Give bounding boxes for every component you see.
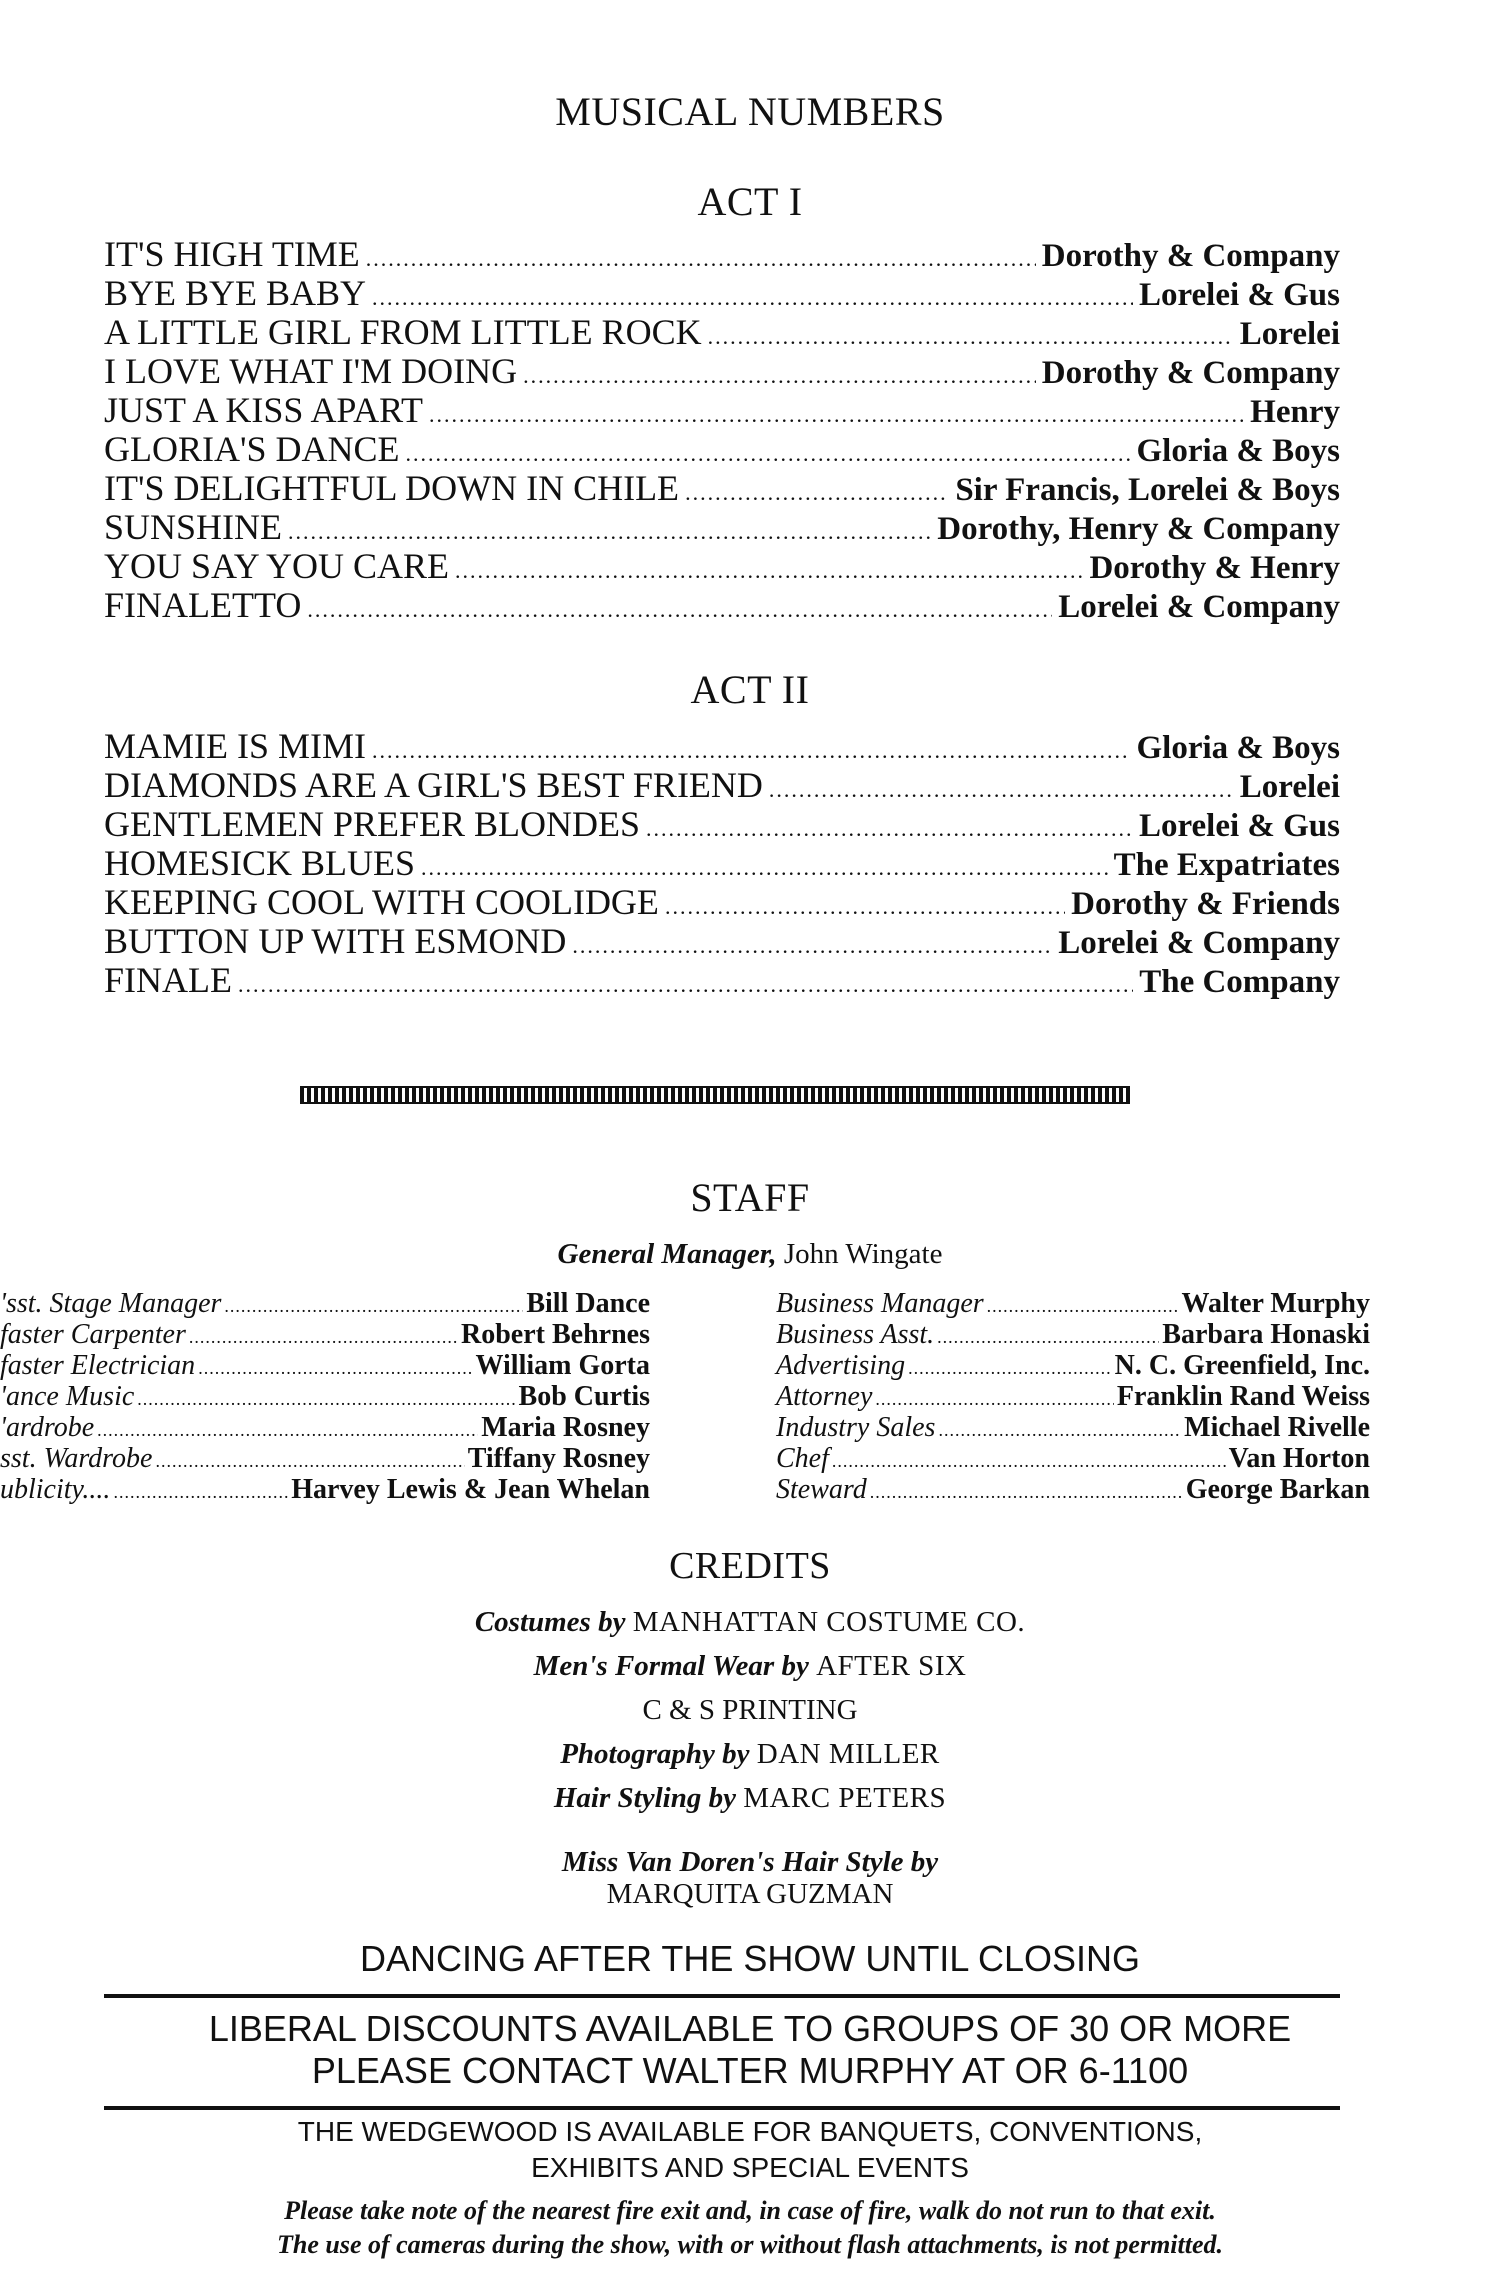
number-title: BUTTON UP WITH ESMOND xyxy=(104,921,567,961)
staff-row xyxy=(776,1288,1370,1319)
dot-leader xyxy=(113,1477,288,1508)
credit-miss-van-doren-role: Miss Van Doren's Hair Style by xyxy=(561,1846,939,1878)
staff-name: Tiffany Rosney xyxy=(467,1443,650,1474)
number-performers: Dorothy & Henry xyxy=(1089,550,1340,586)
number-title: GENTLEMEN PREFER BLONDES xyxy=(104,804,641,844)
staff-name: Michael Rivelle xyxy=(1184,1412,1370,1443)
staff-role: Attorney xyxy=(776,1381,873,1412)
number-title: HOMESICK BLUES xyxy=(104,843,416,883)
number-performers: Dorothy & Company xyxy=(1041,355,1340,391)
number-performers: Dorothy & Company xyxy=(1041,238,1340,274)
staff-right-column xyxy=(776,1288,1370,1505)
credit-costumes-role: Costumes by xyxy=(474,1606,626,1638)
wedgewood-line-2: EXHIBITS AND SPECIAL EVENTS xyxy=(531,2152,969,2183)
dot-leader xyxy=(523,356,1036,395)
musical-number-row xyxy=(104,508,1340,547)
number-performers: Dorothy, Henry & Company xyxy=(937,511,1340,547)
credit-formal-wear-role: Men's Formal Wear by xyxy=(533,1650,809,1682)
number-performers: Lorelei & Gus xyxy=(1138,808,1340,844)
ornamental-divider xyxy=(300,1086,1130,1104)
staff-role: Business Manager xyxy=(776,1288,984,1319)
dot-leader xyxy=(665,887,1065,926)
credit-miss-van-doren-name: MARQUITA GUZMAN xyxy=(606,1878,894,1910)
credits-title: CREDITS xyxy=(669,1545,831,1587)
staff-name: Harvey Lewis & Jean Whelan xyxy=(291,1474,650,1505)
number-performers: Henry xyxy=(1250,394,1340,430)
number-title: IT'S DELIGHTFUL DOWN IN CHILE xyxy=(104,468,680,508)
musical-number-row xyxy=(104,766,1340,805)
number-performers: Gloria & Boys xyxy=(1136,433,1340,469)
act-1-numbers-list xyxy=(104,235,1340,625)
musical-number-row xyxy=(104,883,1340,922)
dot-leader xyxy=(870,1477,1183,1508)
dancing-line: DANCING AFTER THE SHOW UNTIL CLOSING xyxy=(359,1938,1141,1979)
number-title: BYE BYE BABY xyxy=(104,273,367,313)
number-performers: The Expatriates xyxy=(1113,847,1340,883)
staff-name: Van Horton xyxy=(1228,1443,1370,1474)
number-title: MAMIE IS MIMI xyxy=(104,726,367,766)
dot-leader xyxy=(455,551,1083,590)
staff-row xyxy=(0,1381,650,1412)
staff-name: N. C. Greenfield, Inc. xyxy=(1114,1350,1370,1381)
discounts-line-1: LIBERAL DISCOUNTS AVAILABLE TO GROUPS OF 30 OR MORE xyxy=(208,2008,1292,2049)
credit-hair-role: Hair Styling by xyxy=(553,1782,736,1814)
staff-name: Barbara Honaski xyxy=(1162,1319,1370,1350)
number-performers: Lorelei xyxy=(1239,769,1340,805)
musical-number-row xyxy=(104,274,1340,313)
dot-leader xyxy=(155,1446,464,1477)
staff-role: ublicity.... xyxy=(0,1474,111,1505)
musical-number-row xyxy=(104,586,1340,625)
number-title: FINALETTO xyxy=(104,585,302,625)
credit-formal-wear xyxy=(0,1650,1500,1683)
staff-row xyxy=(776,1381,1370,1412)
dot-leader xyxy=(908,1353,1112,1384)
credit-photography xyxy=(0,1738,1500,1771)
staff-row xyxy=(776,1474,1370,1505)
number-title: JUST A KISS APART xyxy=(104,390,423,430)
number-performers: The Company xyxy=(1139,964,1340,1000)
dot-leader xyxy=(189,1322,458,1353)
number-title: KEEPING COOL WITH COOLIDGE xyxy=(104,882,659,922)
musical-numbers-title: MUSICAL NUMBERS xyxy=(555,89,945,134)
dot-leader xyxy=(769,770,1234,809)
number-performers: Lorelei & Gus xyxy=(1138,277,1340,313)
dot-leader xyxy=(572,926,1052,965)
staff-row xyxy=(0,1288,650,1319)
number-title: DIAMONDS ARE A GIRL'S BEST FRIEND xyxy=(104,765,763,805)
staff-role: Steward xyxy=(776,1474,867,1505)
staff-name: Bill Dance xyxy=(526,1288,650,1319)
musical-number-row xyxy=(104,547,1340,586)
dot-leader xyxy=(307,590,1052,629)
musical-number-row xyxy=(104,469,1340,508)
staff-row xyxy=(0,1474,650,1505)
staff-name: Robert Behrnes xyxy=(461,1319,650,1350)
dot-leader xyxy=(938,1415,1181,1446)
staff-role: Business Asst. xyxy=(776,1319,935,1350)
number-title: I LOVE WHAT I'M DOING xyxy=(104,351,518,391)
number-performers: Lorelei & Company xyxy=(1058,589,1340,625)
musical-number-row xyxy=(104,961,1340,1000)
staff-name: Maria Rosney xyxy=(481,1412,650,1443)
staff-row xyxy=(776,1412,1370,1443)
staff-name: George Barkan xyxy=(1185,1474,1370,1505)
camera-notice: The use of cameras during the show, with or without flash attachments, is not permitted. xyxy=(276,2230,1224,2259)
discounts-line-2: PLEASE CONTACT WALTER MURPHY AT OR 6-1100 xyxy=(311,2050,1189,2091)
general-manager-line xyxy=(0,1238,1500,1271)
rule-bottom xyxy=(104,2106,1340,2110)
number-title: GLORIA'S DANCE xyxy=(104,429,400,469)
staff-role: 'sst. Stage Manager xyxy=(0,1288,222,1319)
staff-row xyxy=(0,1319,650,1350)
number-performers: Lorelei & Company xyxy=(1058,925,1340,961)
dot-leader xyxy=(366,239,1036,278)
dot-leader xyxy=(832,1446,1226,1477)
credit-formal-wear-name: AFTER SIX xyxy=(816,1650,967,1682)
credit-costumes-name: MANHATTAN COSTUME CO. xyxy=(632,1606,1026,1638)
dot-leader xyxy=(937,1322,1159,1353)
number-title: YOU SAY YOU CARE xyxy=(104,546,450,586)
staff-role: 'ance Music xyxy=(0,1381,135,1412)
staff-role: faster Electrician xyxy=(0,1350,196,1381)
number-performers: Dorothy & Friends xyxy=(1071,886,1340,922)
staff-row xyxy=(0,1350,650,1381)
staff-role: Advertising xyxy=(776,1350,906,1381)
dot-leader xyxy=(875,1384,1113,1415)
credit-photography-role: Photography by xyxy=(560,1738,750,1770)
dot-leader xyxy=(685,473,949,512)
fire-exit-notice: Please take note of the nearest fire exit and, in case of fire, walk do not run to that exit. xyxy=(284,2196,1216,2225)
dot-leader xyxy=(238,965,1133,1004)
staff-row xyxy=(776,1319,1370,1350)
dot-leader xyxy=(646,809,1133,848)
staff-role: faster Carpenter xyxy=(0,1319,186,1350)
number-performers: Sir Francis, Lorelei & Boys xyxy=(955,472,1340,508)
musical-number-row xyxy=(104,430,1340,469)
dot-leader xyxy=(97,1415,478,1446)
musical-number-row xyxy=(104,727,1340,766)
staff-row xyxy=(0,1412,650,1443)
staff-role: 'ardrobe xyxy=(0,1412,95,1443)
staff-title: STAFF xyxy=(690,1175,810,1220)
act-2-numbers-list xyxy=(104,727,1340,1000)
dot-leader xyxy=(987,1291,1179,1322)
staff-name: Bob Curtis xyxy=(518,1381,650,1412)
staff-name: Franklin Rand Weiss xyxy=(1116,1381,1370,1412)
number-performers: Lorelei xyxy=(1239,316,1340,352)
staff-left-column xyxy=(0,1288,650,1505)
staff-row xyxy=(776,1350,1370,1381)
musical-number-row xyxy=(104,391,1340,430)
musical-number-row xyxy=(104,844,1340,883)
musical-number-row xyxy=(104,922,1340,961)
staff-name: William Gorta xyxy=(475,1350,650,1381)
dot-leader xyxy=(137,1384,515,1415)
rule-top xyxy=(104,1994,1340,1998)
musical-number-row xyxy=(104,235,1340,274)
musical-number-row xyxy=(104,313,1340,352)
number-title: IT'S HIGH TIME xyxy=(104,234,360,274)
staff-role: Industry Sales xyxy=(776,1412,936,1443)
credit-costumes xyxy=(0,1606,1500,1639)
musical-number-row xyxy=(104,352,1340,391)
wedgewood-line-1: THE WEDGEWOOD IS AVAILABLE FOR BANQUETS, CONVENTIONS, xyxy=(297,2116,1203,2147)
dot-leader xyxy=(224,1291,523,1322)
credit-printing: C & S PRINTING xyxy=(642,1694,858,1726)
staff-name: Walter Murphy xyxy=(1181,1288,1370,1319)
act-2-title: ACT II xyxy=(690,667,810,712)
credit-hair xyxy=(0,1782,1500,1815)
credit-hair-name: MARC PETERS xyxy=(743,1782,947,1814)
dot-leader xyxy=(708,317,1234,356)
dot-leader xyxy=(429,395,1244,434)
staff-row xyxy=(776,1443,1370,1474)
general-manager-name: John Wingate xyxy=(783,1238,943,1270)
staff-role: Chef xyxy=(776,1443,829,1474)
number-performers: Gloria & Boys xyxy=(1136,730,1340,766)
credit-photography-name: DAN MILLER xyxy=(756,1738,940,1770)
staff-row xyxy=(0,1443,650,1474)
staff-role: sst. Wardrobe xyxy=(0,1443,153,1474)
dot-leader xyxy=(198,1353,472,1384)
act-1-title: ACT I xyxy=(697,179,803,224)
general-manager-role: General Manager, xyxy=(557,1238,777,1270)
number-title: SUNSHINE xyxy=(104,507,283,547)
number-title: FINALE xyxy=(104,960,232,1000)
musical-number-row xyxy=(104,805,1340,844)
number-title: A LITTLE GIRL FROM LITTLE ROCK xyxy=(104,312,702,352)
